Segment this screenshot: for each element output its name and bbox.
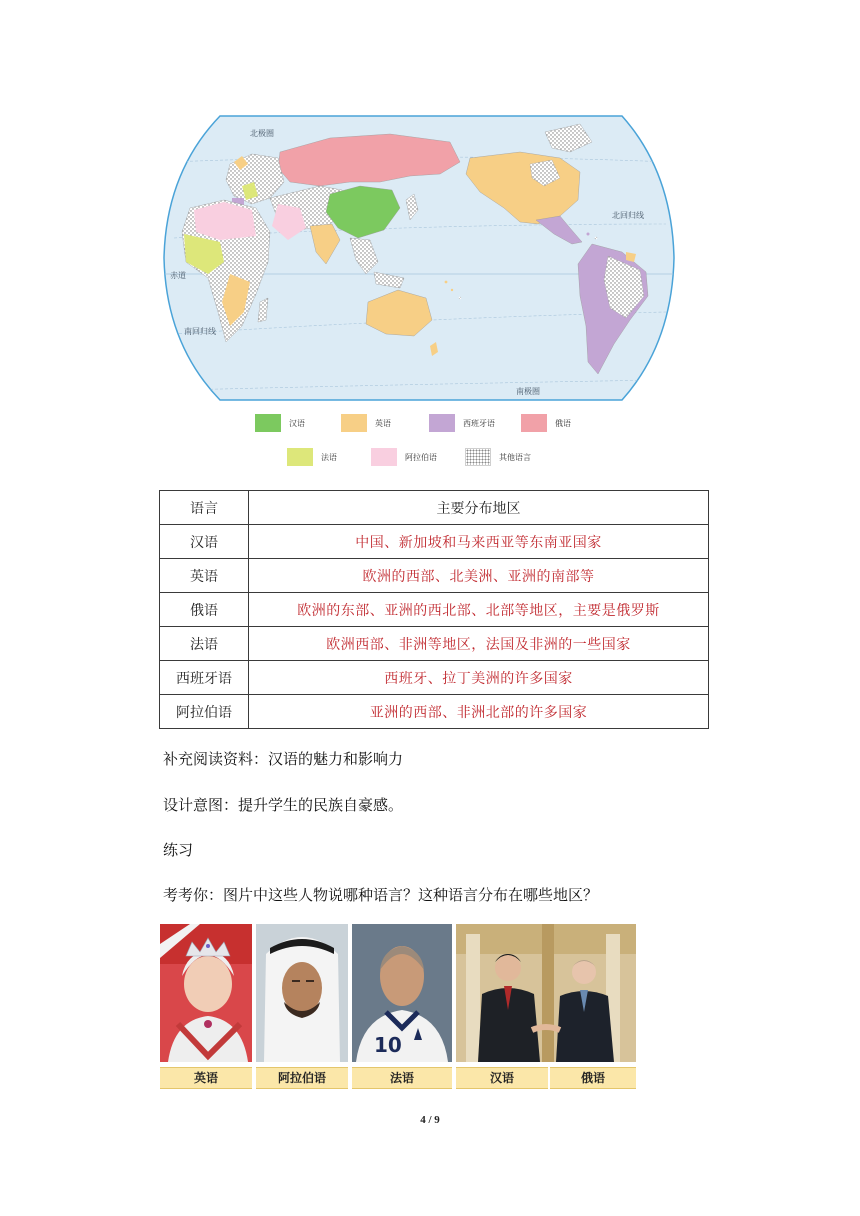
legend-swatch-other [465,448,491,466]
tropic-capricorn-label: 南回归线 [184,327,216,336]
legend-swatch-arabic [371,448,397,466]
design-intent-paragraph: 设计意图：提升学生的民族自豪感。 [163,796,404,814]
legend-label: 西班牙语 [463,418,495,428]
table-row [160,525,709,559]
caption-russian: 俄语 [550,1067,636,1089]
equator-label: 赤道 [170,271,186,280]
question-paragraph: 考考你：图片中这些人物说哪种语言？这种语言分布在哪些地区？ [163,886,599,904]
legend-label: 法语 [321,452,337,462]
table-cell-region: 欧洲的东部、亚洲的西北部、北部等地区，主要是俄罗斯 [249,593,709,627]
supplement-paragraph: 补充阅读资料：汉语的魅力和影响力 [163,750,404,768]
legend-swatch-english [341,414,367,432]
svg-text:10: 10 [374,1033,402,1057]
table-cell-language: 汉语 [160,525,249,559]
photo-footballer [352,924,452,1062]
table-row [160,661,709,695]
legend-label: 汉语 [289,418,305,428]
table-row [160,593,709,627]
tropic-cancer-label: 北回归线 [612,211,644,220]
table-cell-region: 欧洲的西部、北美洲、亚洲的南部等 [249,559,709,593]
table-cell-language: 西班牙语 [160,661,249,695]
arctic-circle-label: 北极圈 [250,129,274,138]
table-cell-language: 俄语 [160,593,249,627]
page-number: 4 / 9 [420,1114,440,1126]
table-row [160,627,709,661]
legend-item-chinese [255,414,305,432]
legend-label: 阿拉伯语 [405,452,437,462]
map-legend [255,414,615,474]
caption-english: 英语 [160,1067,252,1089]
photo-two-leaders [456,924,636,1062]
legend-label: 其他语言 [499,452,531,462]
table-cell-language: 法语 [160,627,249,661]
photo-arab-man [256,924,348,1062]
caption-french: 法语 [352,1067,452,1089]
table-header-row [160,491,709,525]
legend-item-other [465,448,531,466]
legend-label: 俄语 [555,418,571,428]
world-language-map [160,112,680,404]
legend-label: 英语 [375,418,391,428]
legend-swatch-spanish [429,414,455,432]
caption-arabic: 阿拉伯语 [256,1067,348,1089]
legend-swatch-russian [521,414,547,432]
speaker-photos [160,924,636,1088]
legend-item-spanish [429,414,495,432]
table-row [160,559,709,593]
photo-queen [160,924,252,1062]
legend-swatch-chinese [255,414,281,432]
table-cell-region: 西班牙、拉丁美洲的许多国家 [249,661,709,695]
table-cell-language: 阿拉伯语 [160,695,249,729]
legend-item-arabic [371,448,437,466]
legend-item-russian [521,414,571,432]
table-cell-region: 欧洲西部、非洲等地区，法国及非洲的一些国家 [249,627,709,661]
table-row [160,695,709,729]
table-header-language: 语言 [160,491,249,525]
table-cell-language: 英语 [160,559,249,593]
table-header-region: 主要分布地区 [249,491,709,525]
language-distribution-table [159,490,709,729]
legend-item-french [287,448,337,466]
antarctic-circle-label: 南极圈 [516,387,540,396]
world-map-graphic [160,112,680,404]
exercise-heading: 练习 [163,841,194,859]
caption-chinese: 汉语 [456,1067,548,1089]
table-cell-region: 亚洲的西部、非洲北部的许多国家 [249,695,709,729]
legend-item-english [341,414,391,432]
legend-swatch-french [287,448,313,466]
table-cell-region: 中国、新加坡和马来西亚等东南亚国家 [249,525,709,559]
